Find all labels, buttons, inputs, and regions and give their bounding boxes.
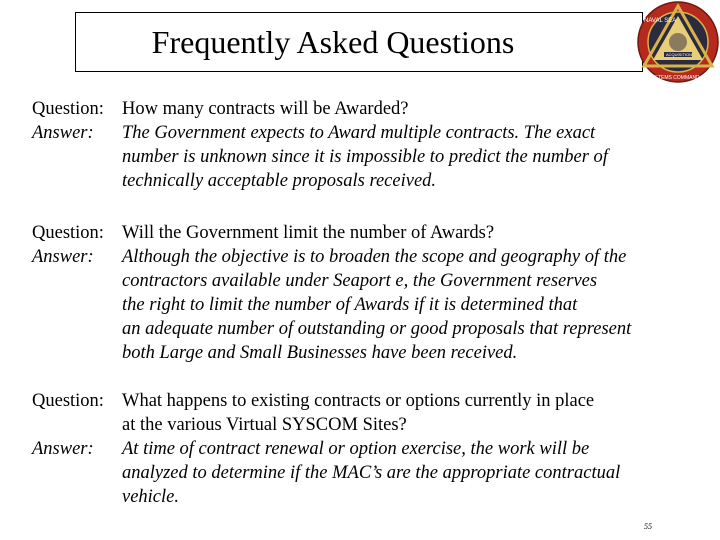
faq-item-1 bbox=[32, 97, 684, 193]
answer-line: the right to limit the number of Awards if it is determined that bbox=[122, 295, 578, 315]
seal-top-text: NAVAL SEA bbox=[644, 18, 677, 24]
answer-line: The Government expects to Award multiple contracts. The exact bbox=[122, 123, 596, 143]
page-title: Frequently Asked Questions bbox=[151, 23, 515, 60]
answer-line: analyzed to determine if the MAC’s are the appropriate contractual bbox=[122, 463, 621, 483]
answer-row bbox=[32, 245, 684, 365]
answer-line: an adequate number of outstanding or good proposals that represent bbox=[122, 319, 632, 339]
question-row bbox=[32, 221, 684, 245]
answer-row bbox=[32, 437, 684, 509]
answer-text bbox=[122, 437, 684, 509]
seal-bottom-text: SYSTEMS COMMAND bbox=[648, 75, 700, 81]
answer-label: Answer: bbox=[32, 439, 94, 459]
answer-text bbox=[122, 121, 684, 193]
answer-line: vehicle. bbox=[122, 487, 179, 507]
title-box bbox=[75, 12, 643, 72]
seal-inner-text: ACQUISITION bbox=[666, 52, 693, 57]
question-row bbox=[32, 389, 684, 437]
answer-label: Answer: bbox=[32, 247, 94, 267]
question-row bbox=[32, 97, 684, 121]
faq-item-2 bbox=[32, 221, 684, 365]
question-text: How many contracts will be Awarded? bbox=[122, 99, 409, 119]
answer-text bbox=[122, 245, 684, 365]
question-line: at the various Virtual SYSCOM Sites? bbox=[122, 415, 407, 435]
faq-item-3 bbox=[32, 389, 684, 509]
question-text: Will the Government limit the number of Awards? bbox=[122, 223, 495, 243]
answer-line: At time of contract renewal or option exercise, the work will be bbox=[122, 439, 590, 459]
naval-acquisition-seal-logo bbox=[636, 0, 720, 84]
question-text bbox=[122, 389, 684, 437]
answer-row bbox=[32, 121, 684, 193]
page-number: 55 bbox=[644, 522, 652, 531]
answer-line: number is unknown since it is impossible to predict the number of bbox=[122, 147, 608, 167]
answer-label: Answer: bbox=[32, 123, 94, 143]
question-line: What happens to existing contracts or options currently in place bbox=[122, 391, 595, 411]
answer-line: both Large and Small Businesses have been received. bbox=[122, 343, 518, 363]
question-label: Question: bbox=[32, 223, 104, 243]
answer-line: technically acceptable proposals received. bbox=[122, 171, 437, 191]
question-label: Question: bbox=[32, 391, 104, 411]
answer-line: Although the objective is to broaden the scope and geography of the bbox=[122, 247, 627, 267]
answer-line: contractors available under Seaport e, the Government reserves bbox=[122, 271, 598, 291]
question-label: Question: bbox=[32, 99, 104, 119]
